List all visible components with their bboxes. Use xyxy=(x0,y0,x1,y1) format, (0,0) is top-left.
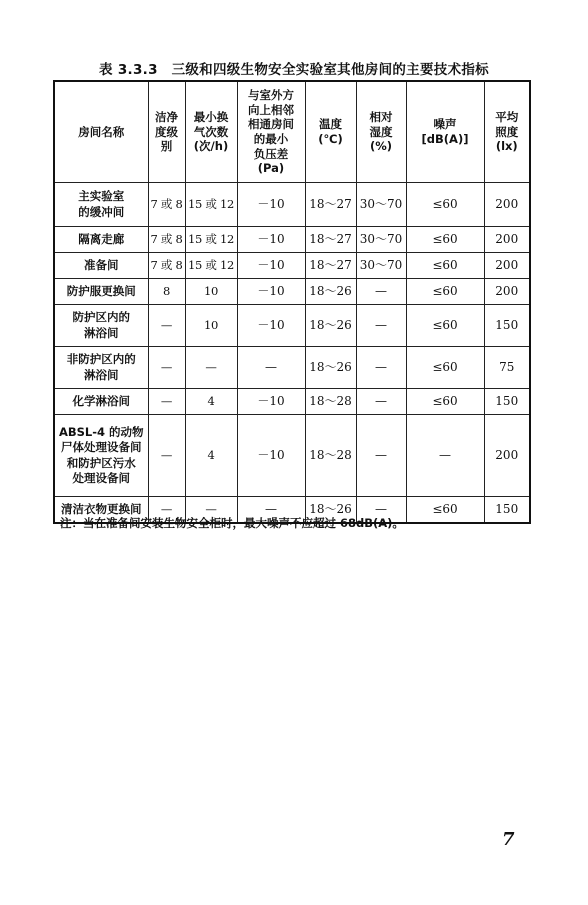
table-cell: ≤60 xyxy=(406,497,484,523)
room-name-cell: 化学淋浴间 xyxy=(54,389,148,415)
table-cell: 200 xyxy=(484,253,530,279)
table-cell: ≤60 xyxy=(406,183,484,227)
table-cell: 18～28 xyxy=(305,415,356,497)
table-cell: 18～26 xyxy=(305,279,356,305)
table-cell: 10 xyxy=(185,279,237,305)
table-cell: 200 xyxy=(484,415,530,497)
page-number: 7 xyxy=(502,829,515,850)
column-header: 噪声 [dB(A)] xyxy=(406,81,484,183)
table-row xyxy=(54,389,530,415)
table-cell: 18～27 xyxy=(305,183,356,227)
table-cell: 10 xyxy=(185,305,237,347)
table-cell: 200 xyxy=(484,279,530,305)
column-header: 洁净 度级 别 xyxy=(148,81,185,183)
table-row xyxy=(54,305,530,347)
room-name-cell: 主实验室 的缓冲间 xyxy=(54,183,148,227)
table-cell: 200 xyxy=(484,183,530,227)
header-row xyxy=(54,81,530,183)
table-body xyxy=(54,183,530,523)
table-cell: －10 xyxy=(237,305,305,347)
column-header: 最小换 气次数 (次/h) xyxy=(185,81,237,183)
table-cell: 30～70 xyxy=(356,227,406,253)
table-cell: ≤60 xyxy=(406,305,484,347)
table-cell: 18～27 xyxy=(305,253,356,279)
table-cell: 18～27 xyxy=(305,227,356,253)
room-name-cell: 防护区内的 淋浴间 xyxy=(54,305,148,347)
table-cell: 7 或 8 xyxy=(148,183,185,227)
table-cell: — xyxy=(356,347,406,389)
table-cell: — xyxy=(406,415,484,497)
table-title: 表 3.3.3 三级和四级生物安全实验室其他房间的主要技术指标 xyxy=(99,62,489,78)
table-cell: 18～26 xyxy=(305,497,356,523)
table-cell: －10 xyxy=(237,227,305,253)
table-cell: 8 xyxy=(148,279,185,305)
table-cell: — xyxy=(148,415,185,497)
column-header: 平均 照度 (lx) xyxy=(484,81,530,183)
table-cell: 18～26 xyxy=(305,347,356,389)
table-row xyxy=(54,415,530,497)
table-cell: ≤60 xyxy=(406,389,484,415)
technical-specs-table xyxy=(53,80,531,524)
table-cell: 4 xyxy=(185,415,237,497)
table-cell: 15 或 12 xyxy=(185,227,237,253)
table-cell: 18～26 xyxy=(305,305,356,347)
column-header: 房间名称 xyxy=(54,81,148,183)
column-header: 温度 (℃) xyxy=(305,81,356,183)
table-row xyxy=(54,347,530,389)
table-cell: 75 xyxy=(484,347,530,389)
table-cell: — xyxy=(185,347,237,389)
table-cell: －10 xyxy=(237,415,305,497)
table-cell: — xyxy=(148,497,185,523)
table-row xyxy=(54,279,530,305)
table-cell: — xyxy=(356,415,406,497)
room-name-cell: 非防护区内的 淋浴间 xyxy=(54,347,148,389)
room-name-cell: 防护服更换间 xyxy=(54,279,148,305)
table-cell: — xyxy=(148,389,185,415)
room-name-cell: 隔离走廊 xyxy=(54,227,148,253)
table-cell: 30～70 xyxy=(356,183,406,227)
table-cell: ≤60 xyxy=(406,253,484,279)
room-name-cell: ABSL-4 的动物 尸体处理设备间 和防护区污水 处理设备间 xyxy=(54,415,148,497)
column-header: 相对 湿度 (%) xyxy=(356,81,406,183)
table-cell: — xyxy=(237,497,305,523)
table-cell: －10 xyxy=(237,389,305,415)
table-cell: 7 或 8 xyxy=(148,227,185,253)
table-cell: 15 或 12 xyxy=(185,253,237,279)
table-row xyxy=(54,227,530,253)
table-note: 注：当在准备间安装生物安全柜时，最大噪声不应超过 68dB(A)。 xyxy=(60,516,404,530)
column-header: 与室外方 向上相邻 相通房间 的最小 负压差 (Pa) xyxy=(237,81,305,183)
table-cell: ≤60 xyxy=(406,279,484,305)
table-cell: 15 或 12 xyxy=(185,183,237,227)
table-cell: ≤60 xyxy=(406,227,484,253)
table-cell: — xyxy=(148,347,185,389)
table-cell: — xyxy=(185,497,237,523)
table-cell: — xyxy=(356,305,406,347)
table-cell: 150 xyxy=(484,497,530,523)
table-cell: 150 xyxy=(484,389,530,415)
room-name-cell: 准备间 xyxy=(54,253,148,279)
table-cell: — xyxy=(237,347,305,389)
table-cell: 200 xyxy=(484,227,530,253)
table-cell: －10 xyxy=(237,253,305,279)
table-cell: 30～70 xyxy=(356,253,406,279)
table-row xyxy=(54,183,530,227)
table-cell: ≤60 xyxy=(406,347,484,389)
room-name-cell: 清洁衣物更换间 xyxy=(54,497,148,523)
table-cell: 150 xyxy=(484,305,530,347)
table-cell: 18～28 xyxy=(305,389,356,415)
table-cell: — xyxy=(148,305,185,347)
table-cell: — xyxy=(356,279,406,305)
table-row xyxy=(54,253,530,279)
table-cell: －10 xyxy=(237,183,305,227)
table-cell: 7 或 8 xyxy=(148,253,185,279)
table-cell: — xyxy=(356,389,406,415)
table-cell: 4 xyxy=(185,389,237,415)
table-cell: －10 xyxy=(237,279,305,305)
table-cell: — xyxy=(356,497,406,523)
